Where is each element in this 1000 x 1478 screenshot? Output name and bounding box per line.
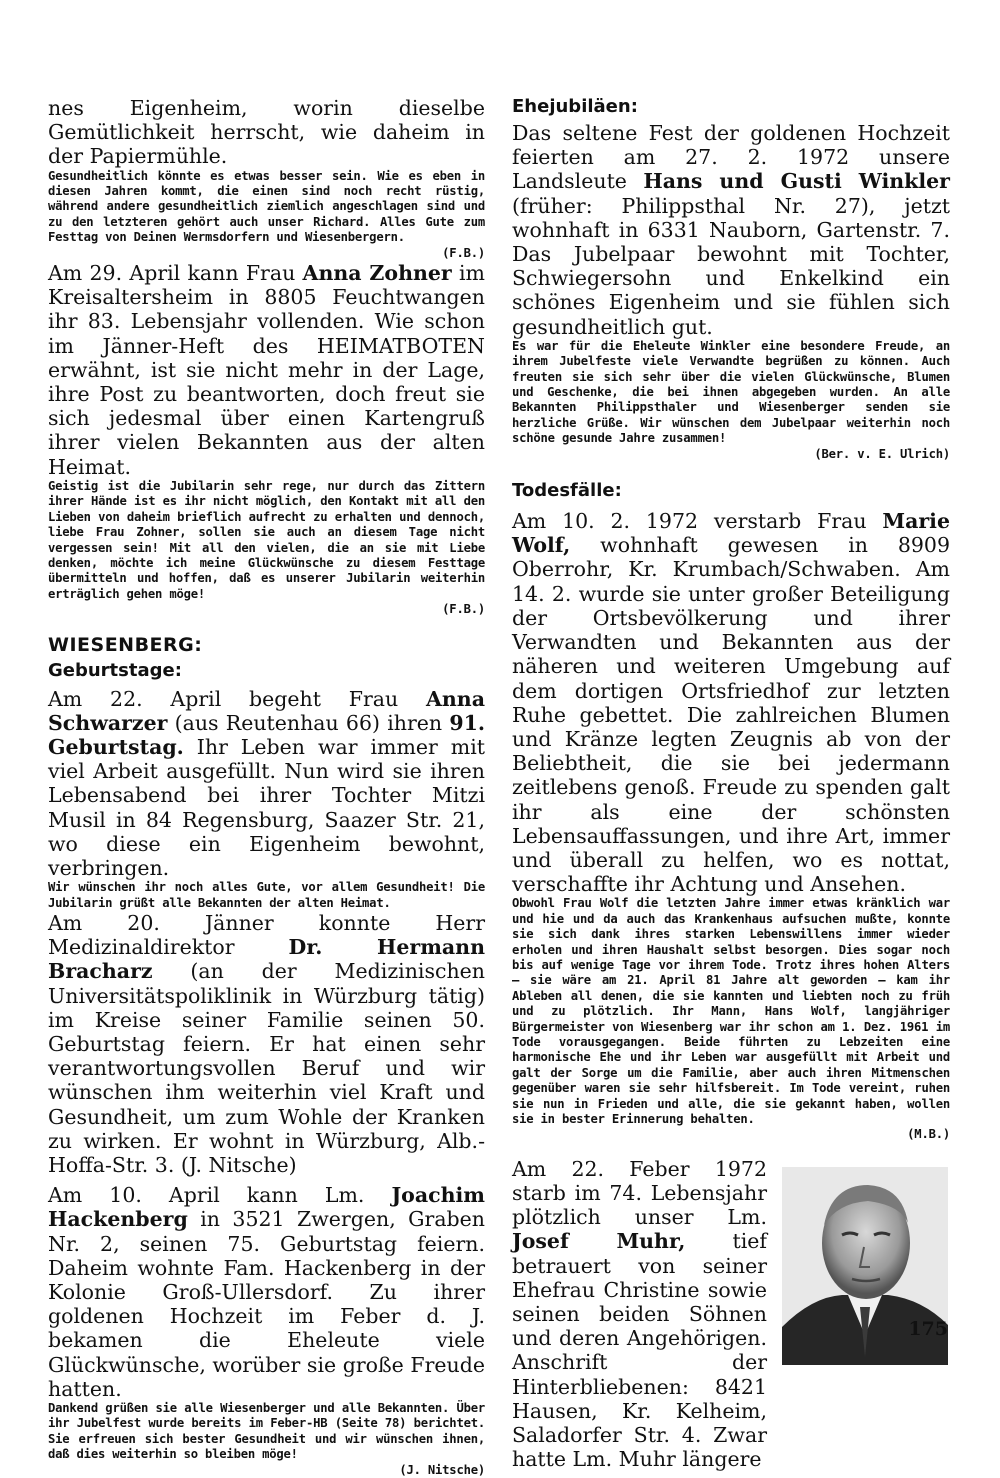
birthday-number: 91. Geburtstag. bbox=[48, 710, 485, 759]
note-hackenberg bbox=[48, 1401, 485, 1478]
text: Am 20. Jänner konnte Herr Medizinaldirektor bbox=[48, 910, 485, 960]
person-name: Josef Muhr, bbox=[512, 1229, 686, 1254]
note-zohner bbox=[48, 479, 485, 618]
page-number: 175 bbox=[908, 1318, 948, 1340]
note-wolf bbox=[512, 896, 950, 1143]
text: Am 22. April begeht Frau bbox=[48, 686, 426, 711]
subsection-title: Geburtstage: bbox=[48, 659, 182, 681]
text: Am 29. April kann Frau bbox=[48, 261, 303, 286]
paragraph-schwarzer bbox=[48, 687, 485, 881]
person-name: Anna Schwarzer bbox=[48, 686, 485, 735]
heading-todesfaelle: Todesfälle: bbox=[512, 480, 622, 502]
paragraph-winkler bbox=[512, 121, 950, 339]
paragraph-wolf bbox=[512, 509, 950, 896]
text: (früher: Philippsthal Nr. 27), jetzt wohnhaft in 6331 Nauborn, Gartenstr. 7. Das Jubelpaar bewohnt mit Tochter, Schwiegersohn und Enkelkind ein schönes Eigenheim und sie fühlen sich gesundheitlich gut. bbox=[512, 193, 950, 339]
person-name: Hans und Gusti Winkler bbox=[643, 169, 950, 194]
obituary-muhr bbox=[512, 1157, 950, 1472]
section-title: WIESENBERG: bbox=[48, 633, 203, 656]
note-signature: (F.B.) bbox=[442, 602, 485, 617]
text: Am 22. Feber 1972 starb im 74. Lebensjahr plötzlich unser Lm. bbox=[512, 1156, 767, 1230]
note-signature: (F.B.) bbox=[442, 245, 485, 260]
note-signature: (M.B.) bbox=[907, 1127, 950, 1142]
note-text: Obwohl Frau Wolf die letzten Jahre immer etwas kränklich war und hie und da auch das Krankenhaus aufsuchen mußte, konnte sie sich dank ihres starken Lebenswillens immer wieder erholen und ihren Haushalt selbst besorgen. Dies sogar noch bis auf wenige Tage vor ihrem Tode. Trotz ihres hohen Alters — sie wäre am 21. April 81 Jahre alt geworden — kam ihr Ableben all denen, die sie kannten und liebten noch zu früh und zu plötzlich. Ihr Mann, Hans Wolf, langjähriger Bürgermeister von Wiesenberg war ihr schon am 1. Dez. 1961 im Tode vorausgegangen. Beide führten zu Lebzeiten eine harmonische Ehe und ihr Leben war ausgefüllt mit Arbeit und galt der Sorge um die Familie, aber auch ihren Mitmenschen gegenüber waren sie sehr hilfsbereit. Im Tode vereint, ruhen sie nun in Frieden und alle, die sie gekannt haben, wollen sie in bester Erinnerung behalten. bbox=[512, 896, 950, 1127]
text: Das seltene Fest der goldenen Hochzeit feierten am 27. 2. 1972 unsere Landsleute bbox=[512, 121, 950, 194]
note-text: Es war für die Eheleute Winkler eine besondere Freude, an ihrem Jubelfeste viele Verwandte begrüßen zu können. Auch freuten sie sich sehr über die vielen Glückwünsche, Blumen und Geschenke, die bei ihnen abgegeben wurden. An alle Bekannten Philippsthaler und Wiesenberger senden sie herzliche Grüße. Wir wünschen dem Jubelpaar weiterhin noch schöne gesunde Jahre zusammen! bbox=[512, 338, 950, 446]
text: im Kreisaltersheim in 8805 Feuchtwangen ihr 83. Lebensjahr vollenden. Wie schon im Jänner-Heft des HEIMATBOTEN erwähnt, ist sie nicht mehr in der Lage, ihre Post zu beantworten, doch freut sie sich jedesmal über einen Kartengruß ihrer vielen Bekannten aus der alten Heimat. bbox=[48, 261, 486, 479]
person-name: Marie Wolf, bbox=[512, 509, 950, 558]
text: (an der Medizinischen Universitätspoliklinik in Würzburg tätig) im Kreise seiner Familie seinen 50. Geburtstag feiern. Er hat einen sehr verantwortungsvollen Beruf und wir wünschen ihm weiterhin viel Kraft und Gesundheit, um zum Wohle der Kranken zu wirken. Er wohnt in Würzburg, Alb.-Hoffa-Str. 3. (J. Nitsche) bbox=[48, 959, 485, 1177]
note-signature: (Ber. v. E. Ulrich) bbox=[814, 446, 950, 461]
note-winkler bbox=[512, 339, 950, 462]
text: (aus Reutenhau 66) ihren bbox=[167, 710, 450, 735]
note-text: Dankend grüßen sie alle Wiesenberger und alle Bekannten. Über ihr Jubelfest wurde bereits im Feber-HB (Seite 78) berichtet. Sie erfreuen sich bester Gesundheit und wir wünschen ihnen, daß dies weiterhin so bleiben möge! bbox=[48, 1401, 485, 1462]
paragraph-hackenberg bbox=[48, 1183, 485, 1401]
text: wohnhaft gewesen in 8909 Oberrohr, Kr. Krumbach/Schwaben. Am 14. 2. wurde sie unter großer Beteiligung der Ortsbevölkerung und ihrer Verwandten und Bekannten aus der näheren und weiteren Umgebung auf dem dortigen Ortsfriedhof zur letzten Ruhe gebettet. Die zahlreichen Blumen und Kränze legten Zeugnis ab von der Beliebtheit, die sie bei jedermann zeitlebens genoß. Freude zu spenden galt ihr als eine der schönsten Lebensauffassungen, und ihre Art, immer und überall zu helfen, wo es nottat, verschaffte ihr Achtung und Ansehen. bbox=[512, 533, 950, 897]
text: in 3521 Zwergen, Graben Nr. 2, seinen 75. Geburtstag feiern. Daheim wohnte Fam. Hackenberg in der Kolonie Groß-Ullersdorf. Zu ihrer goldenen Hochzeit im Feber d. J. bekamen die Eheleute viele Glückwünsche, worüber sie große Freude hatten. bbox=[48, 1207, 485, 1401]
note-schwarzer: Wir wünschen ihr noch alles Gute, vor allem Gesundheit! Die Jubilarin grüßt alle Bekannten der alten Heimat. bbox=[48, 880, 485, 910]
left-column bbox=[48, 96, 485, 1478]
text: tief betrauert von seiner Ehefrau Christine sowie seinen beiden Söhnen und deren Angehörigen. Anschrift der Hinterbliebenen: 8421 Hausen, Kr. Kelheim, Saladorfer Str. 4. Zwar hatte Lm. Muhr längere bbox=[512, 1229, 767, 1472]
paragraph-zohner bbox=[48, 261, 485, 479]
person-name: Dr. Hermann Bracharz bbox=[48, 935, 485, 984]
note-text: Geistig ist die Jubilarin sehr rege, nur durch das Zittern ihrer Hände ist es ihr nicht möglich, den Kontakt mit all den Lieben von daheim brieflich aufrecht zu erhalten und dennoch, liebe Frau Zohner, sollen sie auch an diesem Tage nicht vergessen sein! Mit all den vielen, die an sie mit Liebe denken, möchte ich meine Glückwünsche zu diesem Festtage übermitteln und hoffen, daß es unserer Jubilarin weiterhin erträglich gehen möge! bbox=[48, 478, 485, 601]
paragraph-muhr bbox=[512, 1157, 767, 1472]
paragraph-bracharz bbox=[48, 911, 485, 1177]
right-column bbox=[512, 96, 950, 1471]
text: Ihr Leben war immer mit viel Arbeit ausgefüllt. Nun wird sie ihren Lebensabend bei ihrer Tochter Mitzi Musil in 84 Regensburg, Saazer Str. 21, wo diese ein Eigenheim bewohnt, verbringen. bbox=[48, 734, 485, 880]
text: Am 10. April kann Lm. bbox=[48, 1183, 392, 1208]
note-text: Gesundheitlich könnte es etwas besser sein. Wie es eben in diesen Jahren kommt, die einen sind noch recht rüstig, während andere gesundheitlich ziemlich angeschlagen sind und zu den letzteren gehört auch unser Richard. Alles Gute zum Festtag von Deinen Wermsdorfern und Wiesenbergern. bbox=[48, 168, 485, 245]
note-signature: (J. Nitsche) bbox=[399, 1462, 485, 1477]
person-name: Joachim Hackenberg bbox=[48, 1183, 485, 1232]
text: Am 10. 2. 1972 verstarb Frau bbox=[512, 509, 883, 534]
heading-ehejubilaeen: Ehejubiläen: bbox=[512, 96, 638, 117]
intro-paragraph: nes Eigenheim, worin dieselbe Gemütlichkeit herrscht, wie daheim in der Papiermühle. bbox=[48, 96, 485, 169]
person-name: Anna Zohner bbox=[302, 261, 452, 286]
note-richard bbox=[48, 169, 485, 261]
